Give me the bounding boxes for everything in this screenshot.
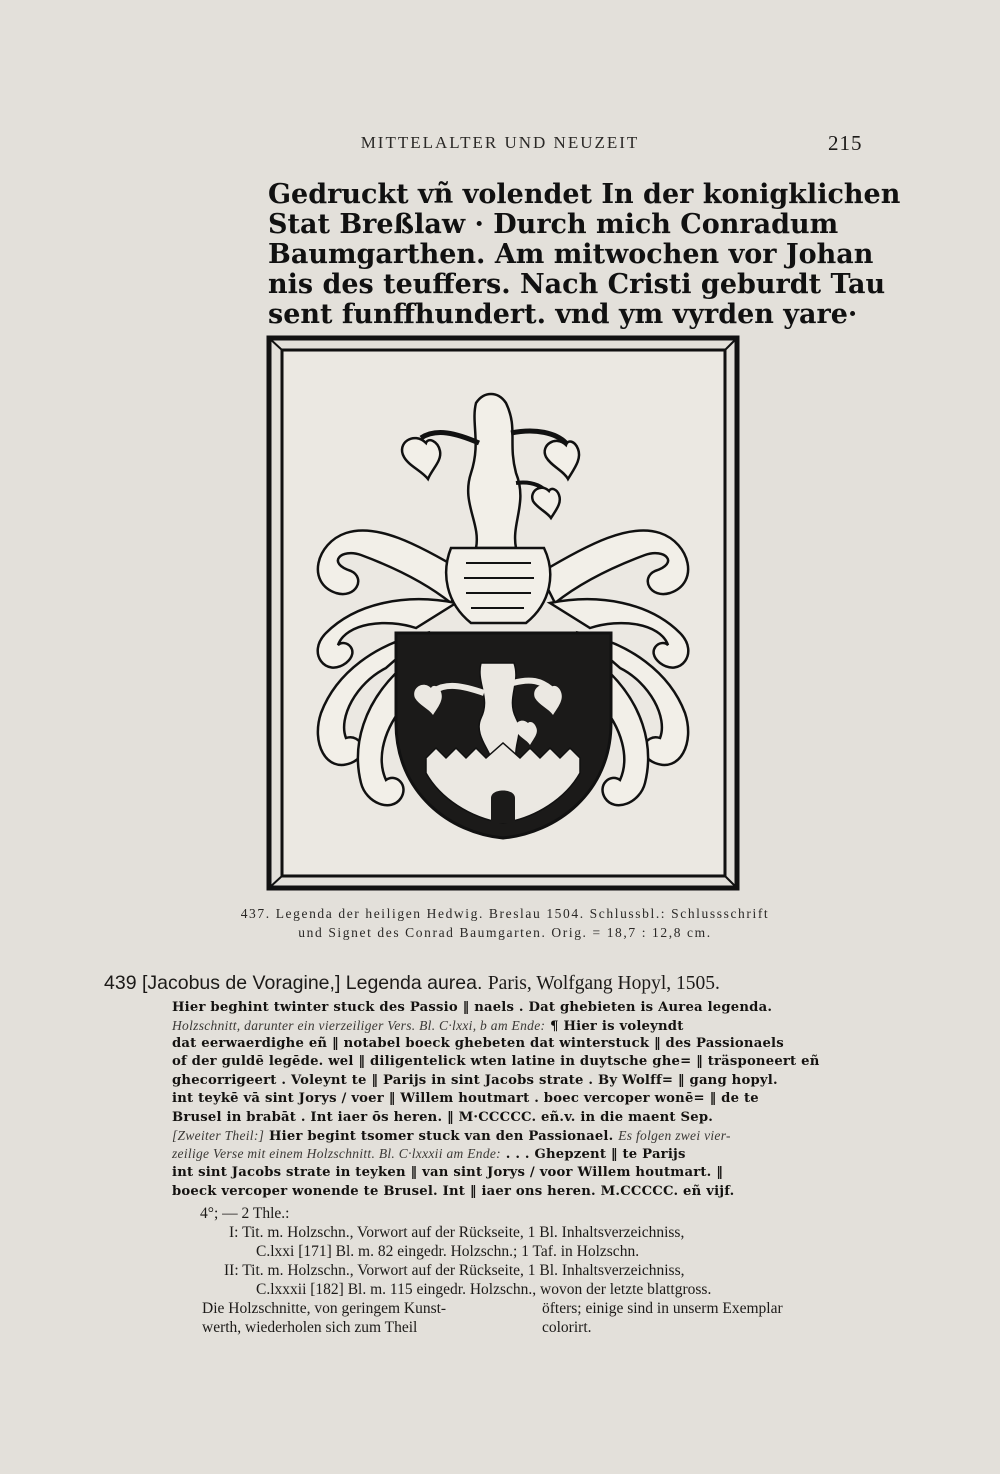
note-right-line: colorirt. [542, 1319, 592, 1336]
note-left-line: Die Holzschnitte, von geringem Kunst- [202, 1300, 447, 1317]
entry-text-line [172, 1091, 872, 1106]
running-head: MITTELALTER UND NEUZEIT [360, 133, 640, 152]
blackletter-text: ¶ Hier is voleyndt [545, 1019, 684, 1034]
entry-heading [104, 972, 864, 995]
blackletter-text: Brusel in brabāt . Int iaer ōs heren. ‖ M·CCCCC. eñ.v. in die maent Sep. [172, 1110, 714, 1125]
editorial-note: [Zweiter Theil:] [172, 1128, 265, 1143]
colophon-line: Gedruckt vñ volendet In der konigklichen [268, 179, 901, 210]
part-two-line: II: Tit. m. Holzschn., Vorwort auf der Rückseite, 1 Bl. Inhaltsverzeichniss, [224, 1262, 685, 1279]
editorial-note: zeilige Verse mit einem Holzschnitt. Bl. C·lxxxii am Ende: [172, 1146, 501, 1161]
entry-title: [Jacobus de Voragine,] Legenda aurea. [141, 972, 483, 994]
note-right-line: öfters; einige sind in unserm Exemplar [542, 1300, 783, 1317]
part-one-line: I: Tit. m. Holzschn., Vorwort auf der Rückseite, 1 Bl. Inhaltsverzeichniss, [229, 1224, 685, 1241]
blackletter-text: Hier beghint twinter stuck des Passio ‖ naels . Dat ghebieten is Aurea legenda. [172, 1000, 773, 1015]
entry-text-line [172, 1110, 872, 1125]
entry-text-line [172, 1146, 872, 1162]
colophon-blackletter-text [268, 179, 901, 330]
entry-text-line [172, 1018, 872, 1034]
entry-number: 439 [104, 972, 137, 994]
entry-text-line [172, 1128, 872, 1144]
blackletter-text: of der guldē legēde. wel ‖ diligentelick wten latine in duytsche ghe= ‖ träsponeert eñ [172, 1054, 820, 1069]
blackletter-text: dat eerwaerdighe eñ ‖ notabel boeck ghebeten dat winterstuck ‖ des Passionaels [172, 1036, 784, 1051]
blackletter-text: boeck vercoper wonende te Brusel. Int ‖ iaer ons heren. M.CCCCC. eñ vijf. [172, 1184, 735, 1199]
colophon-line: sent funffhundert. vnd ym vyrden yare· [268, 299, 858, 330]
entry-format: 4°; — 2 Thle.: [200, 1205, 290, 1222]
editorial-note: Es folgen zwei vier- [618, 1128, 731, 1143]
colophon-line: Baumgarthen. Am mitwochen vor Johan [268, 239, 874, 270]
coat-of-arms-woodcut [266, 333, 740, 893]
entry-text-line [172, 1165, 872, 1180]
blackletter-text: ghecorrigeert . Voleynt te ‖ Parijs in sint Jacobs strate . By Wolff= ‖ gang hopyl. [172, 1073, 778, 1088]
colophon-line: Stat Breßlaw · Durch mich Conradum [268, 209, 839, 240]
page-number: 215 [828, 131, 863, 155]
part-one-line: C.lxxi [171] Bl. m. 82 eingedr. Holzschn.; 1 Taf. in Holzschn. [256, 1243, 640, 1260]
entry-text-line [172, 1054, 872, 1069]
note-left-line: werth, wiederholen sich zum Theil [202, 1319, 418, 1336]
blackletter-text: . . . Ghepzent ‖ te Parijs [500, 1147, 686, 1162]
figure-caption [160, 904, 850, 942]
colophon-line: nis des teuffers. Nach Cristi geburdt Tau [268, 269, 886, 300]
caption-line-1: 437. Legenda der heiligen Hedwig. Breslau 1504. Schlussbl.: Schlussschrift [240, 906, 770, 921]
blackletter-text: int sint Jacobs strate in teyken ‖ van sint Jorys / voor Willem houtmart. ‖ [172, 1165, 724, 1180]
part-two-line: C.lxxxii [182] Bl. m. 115 eingedr. Holzschn., wovon der letzte blattgross. [256, 1281, 712, 1298]
blackletter-text: Hier begint tsomer stuck van den Passionael. [264, 1129, 619, 1144]
editorial-note: Holzschnitt, darunter ein vierzeiliger Vers. Bl. C·lxxi, b am Ende: [172, 1018, 546, 1033]
entry-text-line [172, 1000, 872, 1015]
blackletter-text: int teykē vā sint Jorys / voer ‖ Willem houtmart . boec vercoper wonē= ‖ de te [172, 1091, 759, 1106]
caption-line-2: und Signet des Conrad Baumgarten. Orig. = 18,7 : 12,8 cm. [298, 925, 712, 940]
entry-imprint: Paris, Wolfgang Hopyl, 1505. [487, 973, 720, 994]
entry-text-line [172, 1073, 872, 1088]
entry-text-line [172, 1184, 872, 1199]
entry-text-line [172, 1036, 872, 1051]
